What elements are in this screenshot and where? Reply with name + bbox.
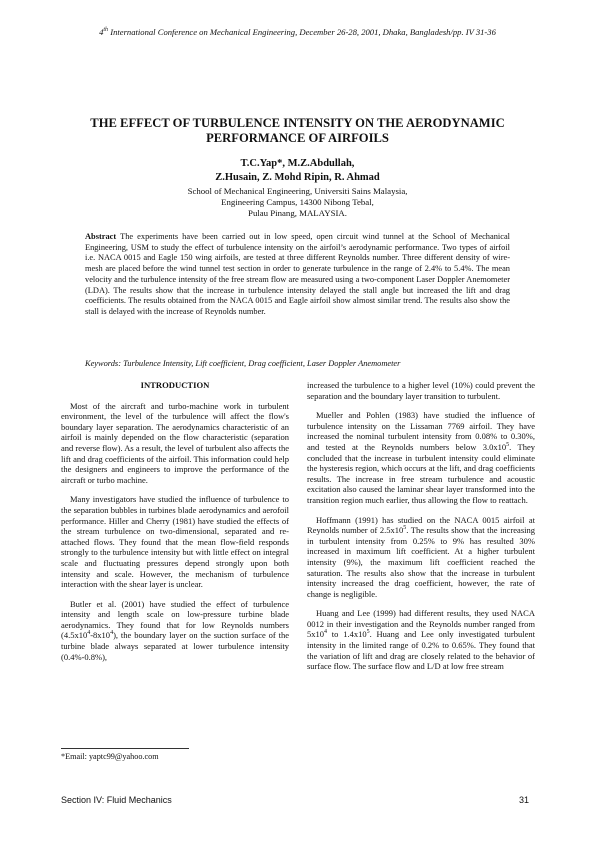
left-p3-text-c: ), the boundary layer on the suction surface of the turbine blade always separated at lower turbulence intensity (0.4%-0.8%), — [61, 630, 289, 662]
right-p4-sup-2: 5 — [366, 629, 370, 636]
conference-header — [40, 27, 555, 37]
abstract-text: The experiments have been carried out in low speed, open circuit wind tunnel at the School of Mechanical Engineering, USM to study the effect of turbulence intensity on the airfoil’s aerodynamic performance. Two types of airfoil i.e. NACA 0015 and Eagle 150 wing airfoils, are tested at three different Reynolds number. Three different density of wire-mesh are placed before the wind tunnel test section in order to generate turbulence in the range of 2.4% to 5.4%. The mean velocity and the turbulence intensity of the free stream flow are measured using a two-component Laser Doppler Anemometer (LDA). The results show that the increase in turbulence intensity delayed the stall angle but increased the lift and drag coefficients. The results obtained from the NACA 0015 and Eagle airfoil show almost similar trend. The results also show the stall is delayed with the increase of Reynolds number. — [85, 232, 510, 316]
left-column — [61, 380, 289, 671]
title-line-1: THE EFFECT OF TURBULENCE INTENSITY ON THE AERODYNAMIC — [90, 116, 505, 130]
right-p3-sup: 5 — [403, 525, 407, 532]
abstract-label: Abstract — [85, 232, 117, 241]
section-heading-introduction: INTRODUCTION — [140, 380, 210, 390]
affiliation-line-3: Pulau Pinang, MALAYSIA. — [248, 208, 347, 219]
right-paragraph-3 — [307, 515, 535, 600]
affiliation-line-2: Engineering Campus, 14300 Nibong Tebal, — [221, 197, 374, 208]
footnote-email: *Email: yaptc99@yahoo.com — [61, 752, 159, 761]
left-p3-text-b: -8x10 — [90, 630, 111, 641]
right-paragraph-1: increased the turbulence to a higher level (10%) could prevent the separation and the boundary layer transition to turbulent. — [307, 380, 535, 401]
right-p3-text-b: . The results show that the increasing in turbulent intensity from 0.25% to 9% has resulted 30% increased in maximum lift coefficient. At a higher turbulent intensity (9%), the maximum lift coefficient reached the saturation. The results also show that the increase in turbulent intensity increased the drag coefficient, however, the rate of change is negligible. — [307, 525, 535, 599]
right-paragraph-4 — [307, 608, 535, 672]
paper-title — [50, 116, 545, 146]
authors-line-2: Z.Husain, Z. Mohd Ripin, R. Ahmad — [215, 172, 380, 183]
right-column — [307, 380, 535, 681]
right-p3-text-a: Hoffmann (1991) has studied on the NACA 0015 airfoil at Reynolds number of 2.5x10 — [307, 514, 535, 536]
left-p3-sup-1: 4 — [87, 630, 91, 637]
header-ordinal-suffix: th — [103, 27, 109, 34]
left-paragraph-2: Many investigators have studied the influence of turbulence to the separation bubbles in turbines blade aerodynamics and aerofoil performance. Hiller and Cherry (1981) have studied the effects of the stream turbulence on two-dimensional, separated and re-attached flows. They found that the mean flow-field responds strongly to the turbulence intensity but with little effect on integral scale and fluctuating pressures depend strongly upon both intensity and scale. However, the mechanism of turbulence interaction with the shear layer is unclear. — [61, 494, 289, 590]
footer-section: Section IV: Fluid Mechanics — [61, 795, 172, 805]
right-p4-text-b: to 1.4x10 — [327, 629, 367, 640]
left-paragraph-3 — [61, 599, 289, 663]
right-p4-sup-1: 4 — [324, 629, 327, 636]
author-list — [60, 157, 535, 185]
right-p2-text-b: . They concluded that the increase in turbulent intensity could eliminate the hysteresis region, which occurs at the lift, and drag coefficients results. The increase in free stream turbulence and acoustic excitation also caused the laminar shear layer transformed into the transition region much earlier, thus allowing the flow to reattach. — [307, 441, 536, 505]
right-p2-text-a: Mueller and Pohlen (1983) have studied the influence of turbulence intensity on the Lissaman 7769 airfoil. They have increased the nominal turbulent intensity from 0.08% to 0.30%, and tested at the Reynolds numbers below 3.0x10 — [307, 410, 535, 452]
left-paragraph-1: Most of the aircraft and turbo-machine work in turbulent environment, the level of the turbulence will affect the flow's boundary layer separation. The aerodynamics characteristic of an airfoil is mainly depended on the flow characteristic (separation and reverse flow). As a result, the level of turbulent also affects the lift and drag coefficients of the airfoil. This information could help the designers and engineers to improve the performance of the aircraft or turbo machine. — [61, 400, 289, 485]
left-p3-sup-2: 4 — [110, 630, 114, 637]
footer-page-number: 31 — [519, 795, 530, 805]
title-line-2: PERFORMANCE OF AIRFOILS — [206, 131, 389, 145]
right-p4-text-a: Huang and Lee (1999) had different results, they used NACA 0012 in their investigation and the Reynolds number ranged from 5x10 — [307, 608, 535, 640]
right-paragraph-2 — [307, 410, 535, 505]
authors-line-1: T.C.Yap*, M.Z.Abdullah, — [240, 158, 355, 169]
right-p2-sup: 5 — [506, 442, 510, 449]
left-p3-text-a: Butler et al. (2001) have studied the effect of turbulence intensity and length scale on low-pressure turbine blade aerodynamics. They found that for low Reynolds numbers (4.5x10 — [61, 598, 289, 641]
header-text: International Conference on Mechanical Engineering, December 26-28, 2001, Dhaka, Bangladesh/pp. IV 31-36 — [108, 27, 496, 37]
footnote-divider — [61, 748, 189, 749]
header-ordinal: 4 — [99, 27, 104, 37]
affiliation-line-1: School of Mechanical Engineering, Universiti Sains Malaysia, — [187, 186, 408, 196]
abstract — [85, 232, 510, 318]
right-p4-text-c: . Huang and Lee only investigated turbulent intensity in the limited range of 0.2% to 0.65%. They found that the variation of lift and drag are closely related to the behavior of surface flow. The surface flow and L/D at low free stream — [307, 629, 535, 672]
keywords: Keywords: Turbulence Intensity, Lift coefficient, Drag coefficient, Laser Doppler Anemometer — [85, 359, 401, 368]
affiliation — [60, 186, 535, 220]
